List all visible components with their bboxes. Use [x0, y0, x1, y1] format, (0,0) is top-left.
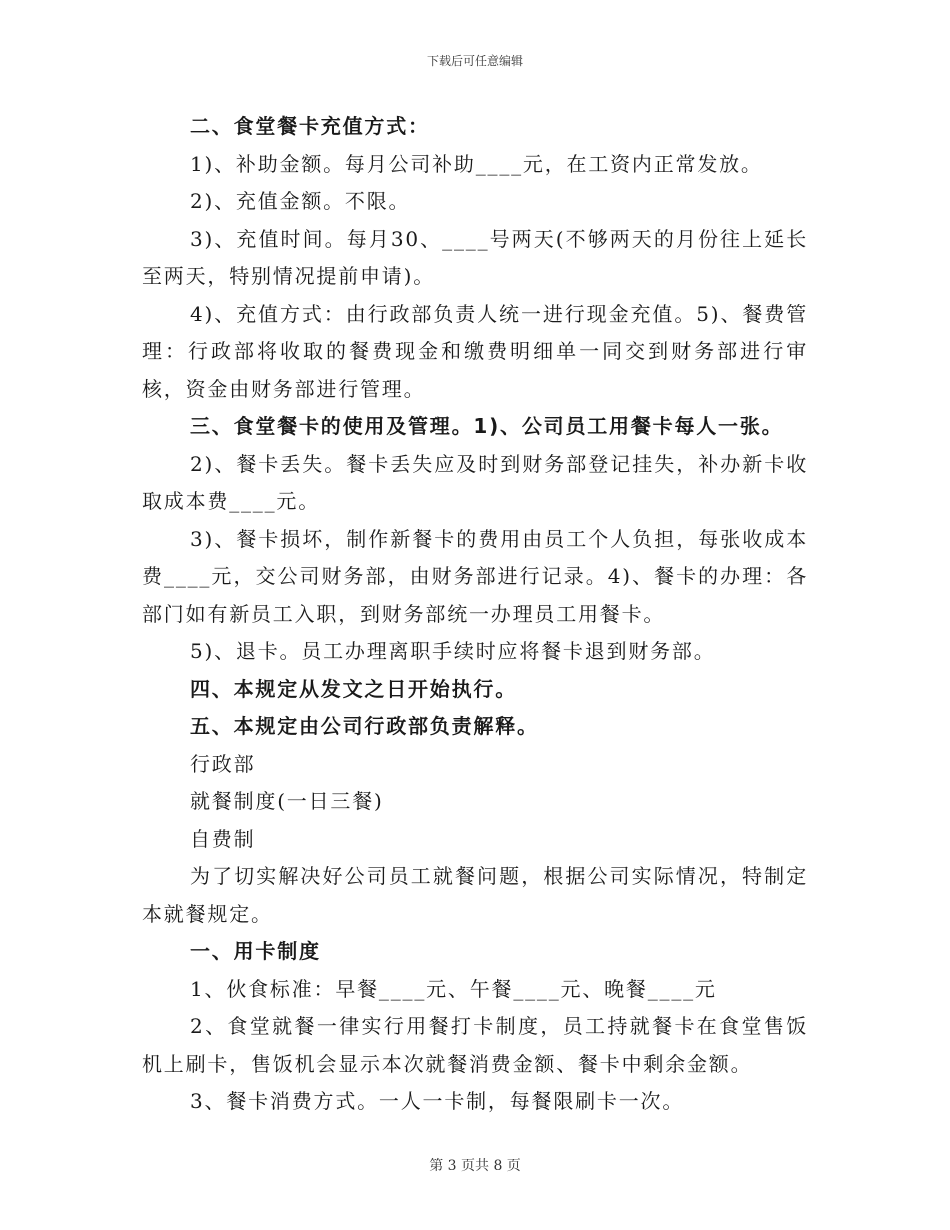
section-heading: 二、食堂餐卡充值方式： — [190, 114, 430, 138]
paragraph: 为了切实解决好公司员工就餐问题，根据公司实际情况，特制定本就餐规定。 — [142, 864, 808, 926]
section-heading: 四、本规定从发文之日开始执行。 — [190, 676, 517, 701]
signature-department: 行政部 — [190, 751, 256, 776]
paragraph: 3)、餐卡损坏，制作新餐卡的费用由员工个人负担，每张收成本费____元，交公司财务部，由财务部进行记录。4)、餐卡的办理：各部门如有新员工入职，到财务部统一办理员工用餐卡。 — [142, 526, 808, 626]
paragraph: 1、伙食标准：早餐____元、午餐____元、晚餐____元 — [190, 976, 717, 1001]
paragraph: 2)、充值金额。不限。 — [190, 189, 411, 213]
document-title: 就餐制度(一日三餐) — [190, 789, 384, 813]
paragraph: 3、餐卡消费方式。一人一卡制，每餐限刷卡一次。 — [190, 1089, 685, 1113]
paragraph: 2、食堂就餐一律实行用餐打卡制度，员工持就餐卡在食堂售饭机上刷卡，售饭机会显示本次就餐消费金额、餐卡中剩余金额。 — [142, 1014, 808, 1076]
document-subtitle: 自费制 — [190, 826, 256, 851]
paragraph: 1)、补助金额。每月公司补助____元，在工资内正常发放。 — [190, 151, 763, 176]
page-header-note: 下载后可任意编辑 — [426, 54, 523, 68]
paragraph: 3)、充值时间。每月30、____号两天(不够两天的月份往上延长至两天，特别情况提前申请)。 — [142, 226, 808, 288]
page-number: 第 3 页共 8 页 — [429, 1158, 521, 1174]
section-heading: 五、本规定由公司行政部负责解释。 — [190, 714, 539, 738]
paragraph: 4)、充值方式：由行政部负责人统一进行现金充值。5)、餐费管理：行政部将收取的餐费现金和缴费明细单一同交到财务部进行审核，资金由财务部进行管理。 — [142, 301, 808, 401]
paragraph: 2)、餐卡丢失。餐卡丢失应及时到财务部登记挂失，补办新卡收取成本费____元。 — [142, 451, 808, 513]
document-body — [142, 108, 808, 1121]
paragraph: 5)、退卡。员工办理离职手续时应将餐卡退到财务部。 — [190, 639, 716, 663]
section-heading: 三、食堂餐卡的使用及管理。1)、公司员工用餐卡每人一张。 — [190, 414, 784, 438]
section-heading: 一、用卡制度 — [190, 939, 321, 963]
